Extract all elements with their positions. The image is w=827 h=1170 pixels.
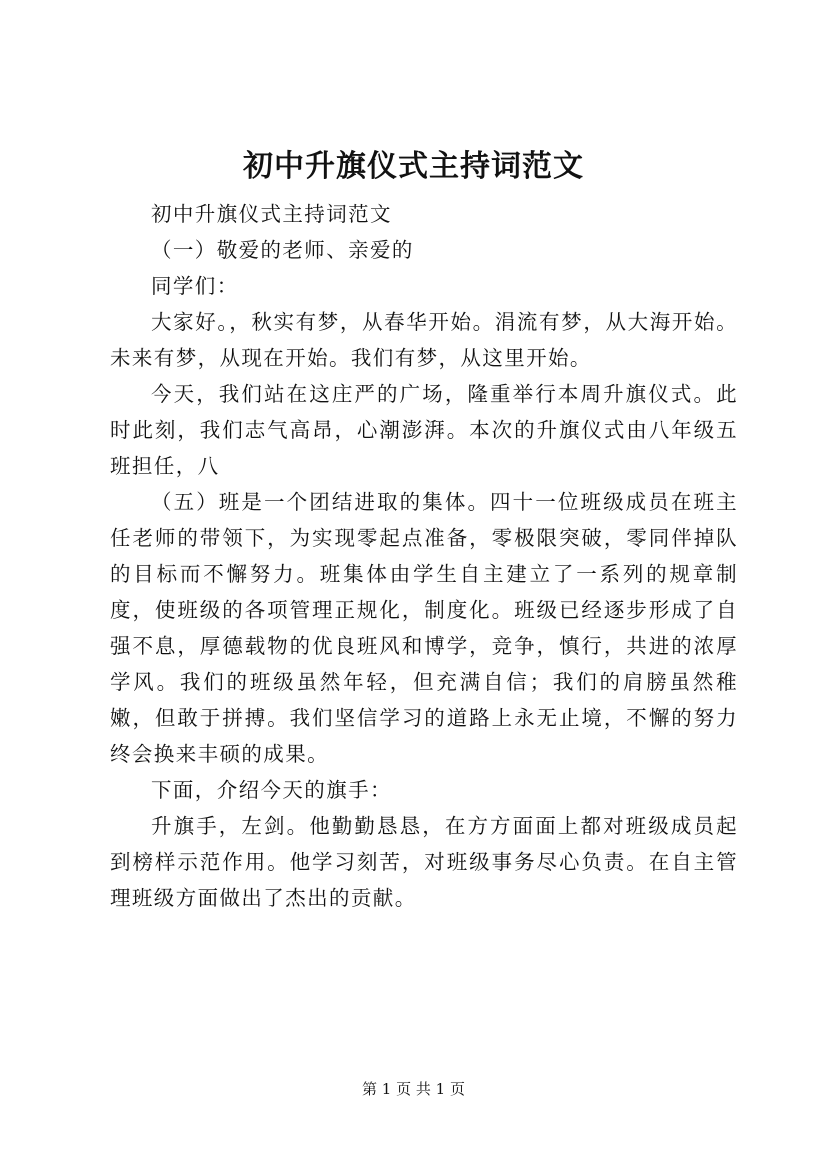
paragraph: 下面，介绍今天的旗手： [151,778,392,802]
paragraph: （一）敬爱的老师、亲爱的 [151,238,414,262]
paragraph: （五）班是一个团结进取的集体。四十一位班级成员在班主任老师的带领下，为实现零起点准备，零极限突破，零同伴掉队的目标而不懈努力。班集体由学生自主建立了一系列的规章制度，使班级的各项管理正规化，制度化。班级已经逐步形成了自强不息，厚德载物的优良班风和博学，竞争，慎行，共进的浓厚学风。我们的班级虽然年轻，但充满自信；我们的肩膀虽然稚嫩，但敢于拼搏。我们坚信学习的道路上永无止境，不懈的努力终会换来丰硕的成果。 [110,490,738,766]
page-number-footer: 第 1 页 共 1 页 [362,1080,465,1098]
paragraph: 今天，我们站在这庄严的广场，隆重举行本周升旗仪式。此时此刻，我们志气高昂，心潮澎湃。本次的升旗仪式由八年级五班担任，八 [110,382,738,478]
document-body [110,196,738,916]
paragraph: 升旗手，左剑。他勤勤恳恳，在方方面面上都对班级成员起到榜样示范作用。他学习刻苦，对班级事务尽心负责。在自主管理班级方面做出了杰出的贡献。 [110,814,738,910]
paragraph: 初中升旗仪式主持词范文 [151,202,392,226]
document-title: 初中升旗仪式主持词范文 [243,149,584,184]
paragraph: 大家好。，秋实有梦，从春华开始。涓流有梦，从大海开始。未来有梦，从现在开始。我们有梦，从这里开始。 [110,310,738,370]
paragraph: 同学们： [151,274,239,298]
